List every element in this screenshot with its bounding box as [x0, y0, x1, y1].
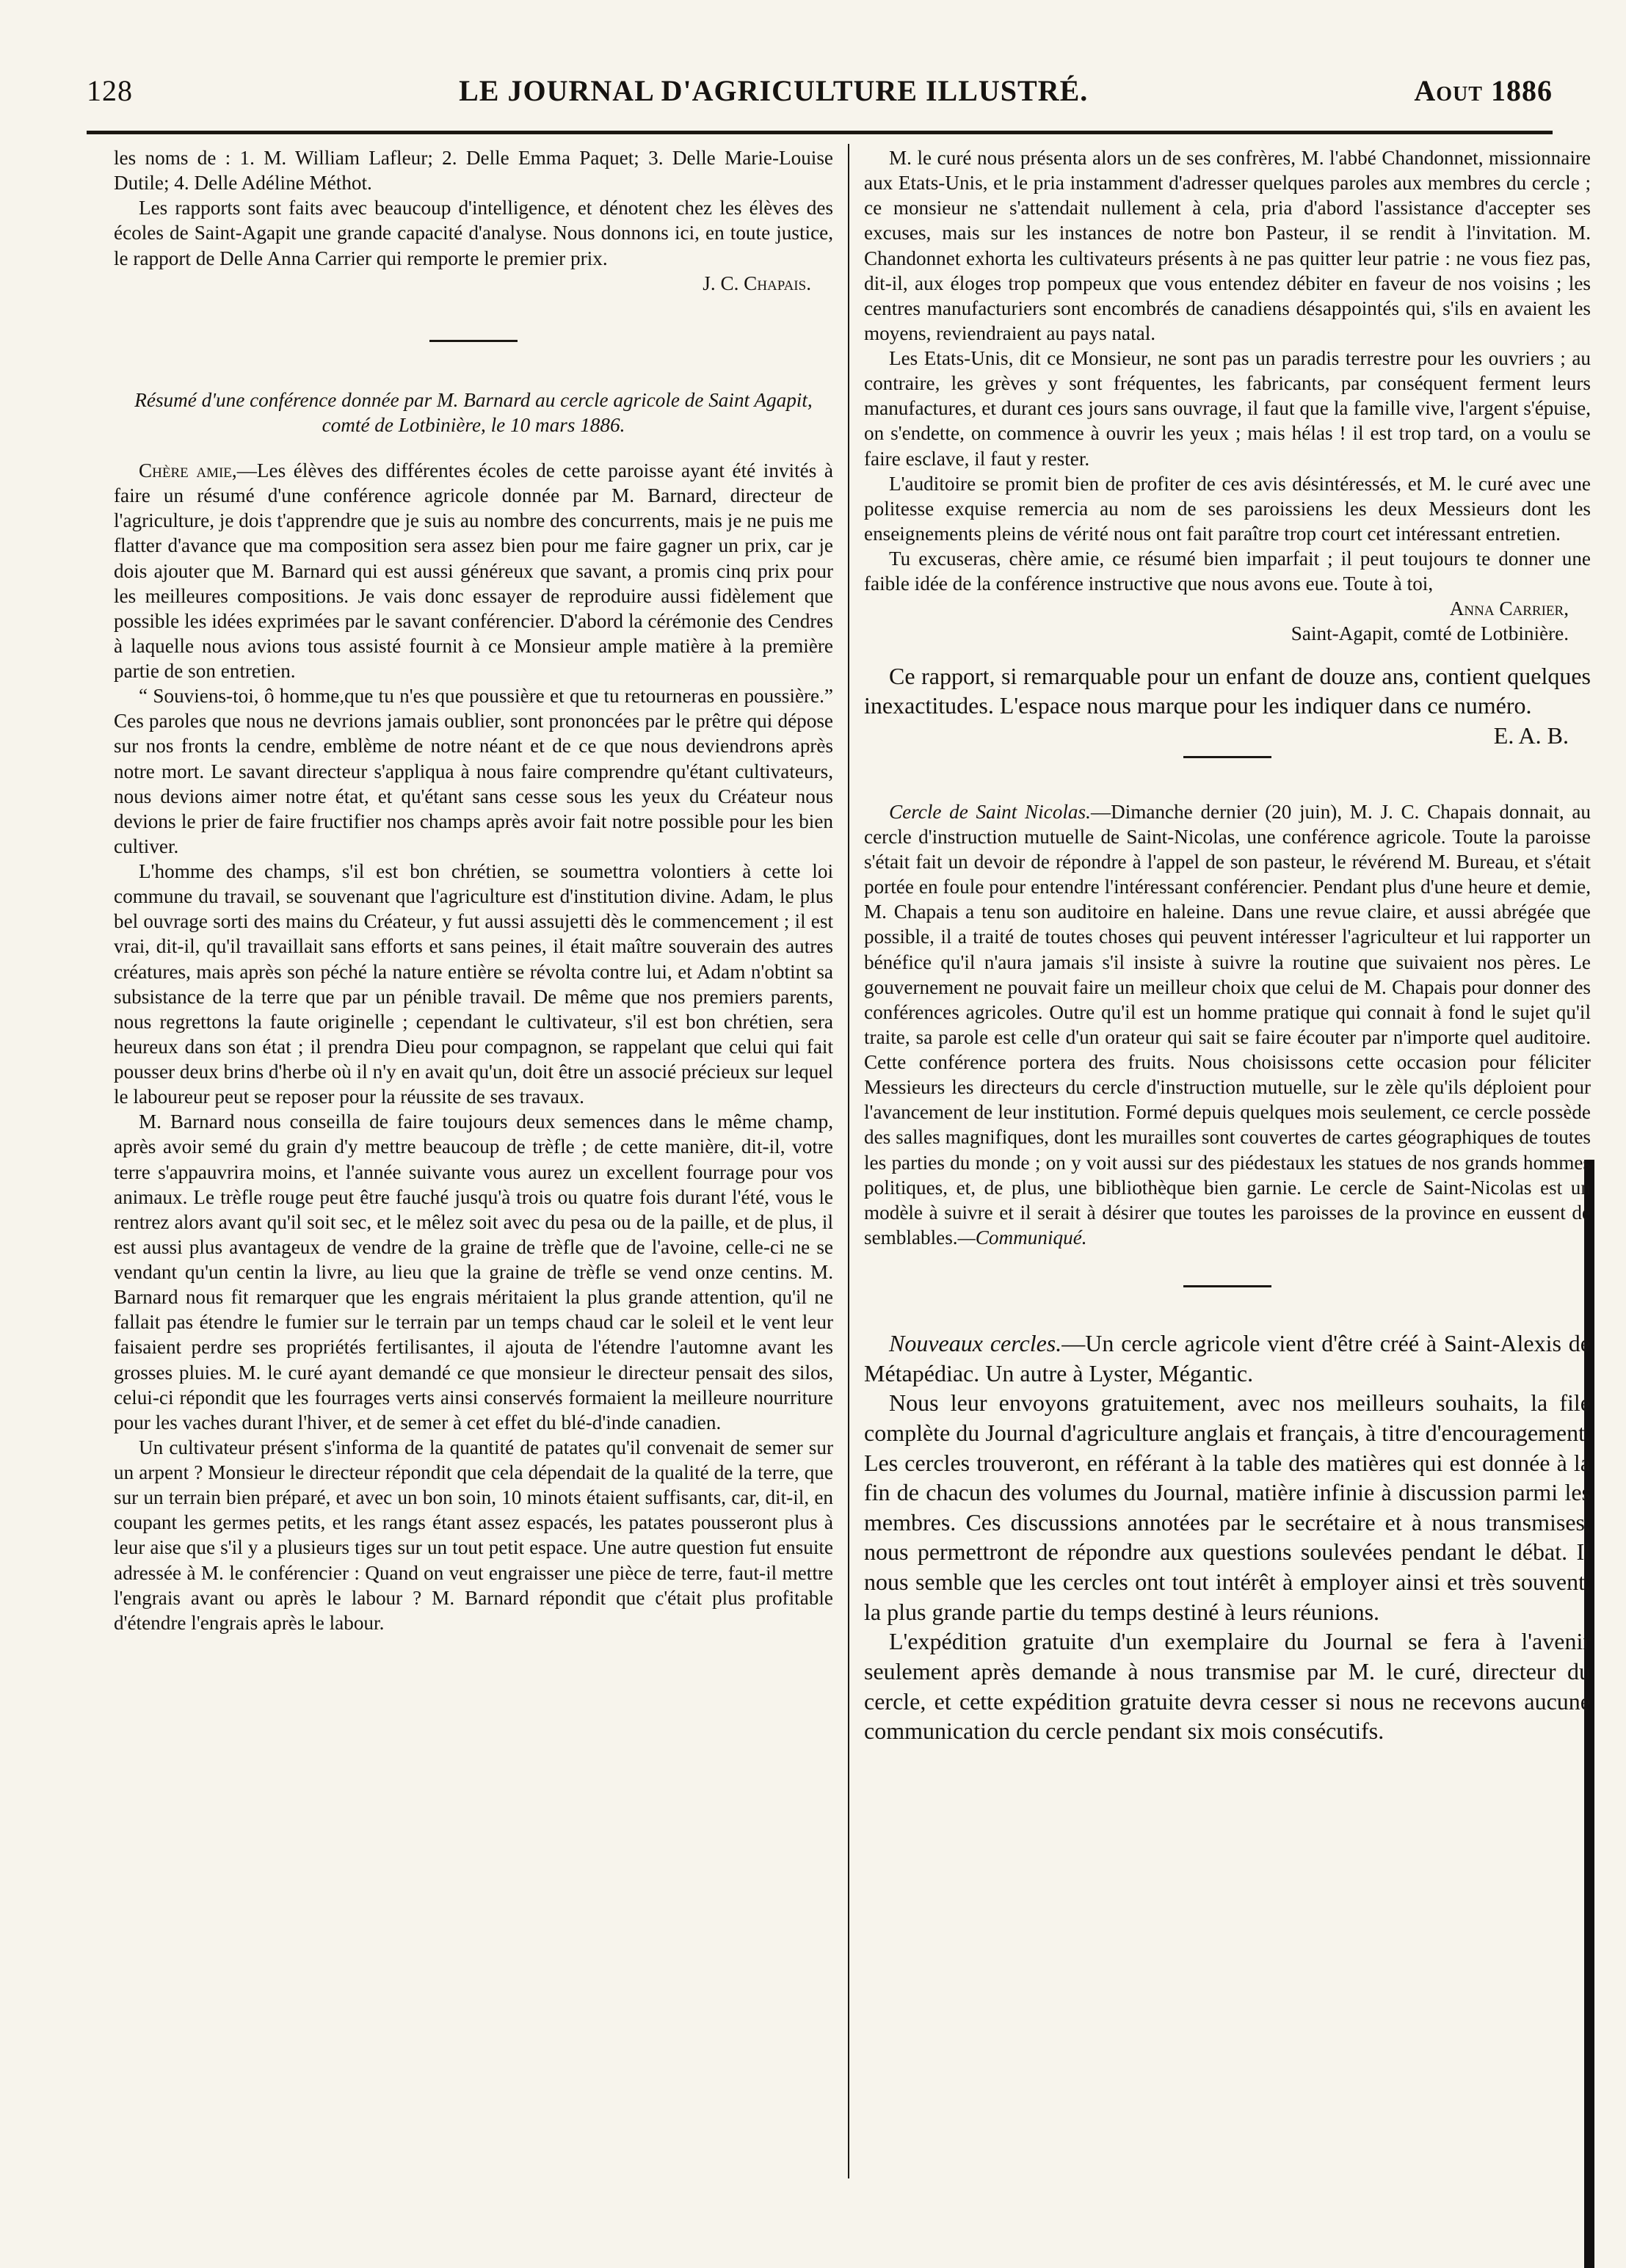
page-header — [87, 73, 1553, 115]
paragraph-sowing-advice: M. Barnard nous conseilla de faire toujours deux semences dans le même champ, après avoir semé du grain d'y mettre beaucoup de trèfle ; de cette manière, dit-il, votre terre s'appauvrira moins, et l'année suivante vous aurez un excellent fourrage pour vos animaux. Le trèfle rouge peut être fauché jusqu'à trois ou quatre fois durant l'été, vous le rentrez alors avant qu'il soit sec, et le mêlez soit avec du pesa ou de la paille, et de plus, il est aussi plus avantageux de vendre de la graine de trèfle que de l'avoine, celle-ci ne se vendant qu'un centin la livre, au lieu que la graine de trèfle se vend onze centins. M. Barnard nous fit remarquer que les engrais méritaient la plus grande attention, qu'il ne fallait pas étendre le fumier sur le terrain par un temps chaud car le soleil et le vent leur faisaient perdre ses propriétés fertilisantes, il ajouta de l'étendre l'automne avant les grosses pluies. M. le curé ayant demandé ce que monsieur le directeur pensait des silos, celui-ci répondit que les fourrages verts ainsi conservés formaient la meilleure nourriture pour les vaches durant l'hiver, et de semer à cet effet du blé-d'inde canadien. — [114, 1111, 833, 1433]
cercle-saint-nicolas-text: —Dimanche dernier (20 juin), M. J. C. Chapais donnait, au cercle d'instruction mutuelle de Saint-Nicolas, une conférence agricole. Toute la paroisse s'était fait un devoir de répondre à l'appel de son pasteur, le révérend M. Bureau, et s'était portée en foule pour entendre l'intéressant conférencier. Pendant plus d'une heure et demie, M. Chapais a tenu son auditoire en haleine. Dans une revue claire, et aussi abrégée que possible, il a traité de toutes choses qui peuvent intéresser l'agriculteur et lui rapporter un bénéfice qu'il n'aura jamais s'il insiste à suivre la routine que suivaient nos pères. Le gouvernement ne pouvait faire un meilleur choix que celui de M. Chapais pour donner des conférences agricoles. Outre qu'il est un homme pratique qui connait à fond le sujet qu'il traite, sa parole est celle d'un orateur qui sait se faire écouter par n'importe quel auditoire. Cette conférence portera des fruits. Nous choisissons cette occasion pour féliciter Messieurs les directeurs du cercle d'instruction mutuelle, sur le zèle qu'ils déploient pour l'avancement de leur institution. Formé depuis quelques mois seulement, ce cercle possède des salles magnifiques, dont les murailles sont couvertes de cartes géographiques de toutes les parties du monde ; on y voit aussi sur des piédestaux les statues de nos grands hommes politiques, et, de plus, une bibliothèque bien garnie. Le cercle de Saint-Nicolas est un modèle à suivre et il serait à désirer que toutes les paroisses de la province en eussent de semblables. — [864, 800, 1591, 1249]
paragraph-expedition: L'expédition gratuite d'un exemplaire du Journal se fera à l'avenir seulement après demande à nous transmise par M. le curé, directeur du cercle, et cette expédition gratuite devra cesser si nous ne recevons aucune communication du cercle pendant six mois consécutifs. — [864, 1628, 1591, 1745]
nouveaux-cercles — [864, 1329, 1591, 1388]
issue-date: Aout 1886 — [1414, 74, 1553, 107]
left-column — [114, 145, 833, 1635]
journal-title: LE JOURNAL D'AGRICULTURE ILLUSTRÉ. — [459, 74, 1089, 107]
editor-note-text: Ce rapport, si remarquable pour un enfant de douze ans, contient quelques inexactitudes. L'espace nous marque pour les indiquer dans ce numéro. — [864, 662, 1591, 719]
nouveaux-cercles-title: Nouveaux cercles. — [889, 1330, 1062, 1356]
column-divider — [848, 144, 849, 2178]
paragraph-potatoes: Un cultivateur présent s'informa de la quantité de patates qu'il convenait de semer sur un arpent ? Monsieur le directeur répondit que cela dépendait de la qualité de la terre, que sur un terrain bien préparé, et avec un bon soin, 10 minots étaient suffisants, car, dit-il, en coupant les germes petits, et les rangs étant assez espacés, les patates pousseront plus à leur aise que s'il y a plusieurs tiges sur un tout petit espace. Une autre question fut ensuite adressée à M. le conférencier : Quand on veut engraisser une pièce de terre, faut-il mettre l'engrais avant ou après le labour ? M. Barnard répondit que c'était plus profitable d'étendre l'engrais après le labour. — [114, 1436, 833, 1634]
paragraph-ash-wednesday: “ Souviens-toi, ô homme,que tu n'es que poussière et que tu retourneras en poussière.” Ces paroles que nous ne devrions jamais oublier, sont prononcées par le prêtre qui dépose sur nos fronts la cendre, emblème de notre néant et de ce que nous deviendrons après notre mort. Le savant directeur s'appliqua à nous faire comprendre qu'étant cultivateurs, nous devions aimer notre état, et qu'étant sans cesse sous les yeux du Créateur nous devions le prier de faire fructifier nos champs après avoir fait notre possible pour les bien cultiver. — [114, 685, 833, 857]
paragraph-man-of-fields: L'homme des champs, s'il est bon chrétien, se soumettra volontiers à cette loi commune du travail, se souvenant que l'agriculture est d'institution divine. Adam, le plus bel ouvrage sorti des mains du Créateur, y fut aussi assujetti dès le commencement ; il est vrai, dit-il, qu'il travaillait sans efforts et sans peines, il était maître souverain des autres créatures, mais après son péché la nature entière se révolta contre lui, et Adam n'obtint sa subsistance de la terre que par un pénible travail. De même que nos premiers parents, nous regrettons la faute originelle ; cependant le cultivateur, s'il est bon chrétien, sera heureux dans son état ; il prendra Dieu pour compagnon, se rappelant que celui qui fait pousser deux brins d'herbe où il n'y en avait qu'un, doit être un associé précieux sur lequel le laboureur peut se reposer pour la réussite de ses travaux. — [114, 860, 833, 1108]
section-separator-3 — [1183, 1285, 1271, 1287]
communique-sig: —Communiqué. — [957, 1226, 1087, 1249]
resume-title: Résumé d'une conférence donnée par M. Barnard au cercle agricole de Saint Agapit, comté de Lotbinière, le 10 mars 1886. — [134, 388, 813, 436]
winners-list: les noms de : 1. M. William Lafleur; 2. Delle Emma Paquet; 3. Delle Marie-Louise Dutile; 4. Delle Adéline Méthot. — [114, 147, 833, 195]
paragraph-closing: Tu excuseras, chère amie, ce résumé bien imparfait ; il peut toujours te donner une faible idée de la conférence instructive que nous avons eue. Toute à toi, — [864, 548, 1591, 595]
letter-opening — [114, 458, 833, 683]
cercle-saint-nicolas — [864, 799, 1591, 1250]
cercle-saint-nicolas-title: Cercle de Saint Nicolas. — [889, 800, 1091, 823]
paragraph-chandonnet: M. le curé nous présenta alors un de ses confrères, M. l'abbé Chandonnet, missionnaire aux Etats-Unis, et le pria instamment d'adresser quelques paroles aux membres du cercle ; ce monsieur ne s'attendait nullement à cela, pria d'abord l'assistance d'accepter ses excuses, mais sur les instances de notre bon Pasteur, il se rendit à l'invitation. M. Chandonnet exhorta les cultivateurs présents à ne pas quitter leur patrie : ne vous fiez pas, dit-il, aux éloges trop pompeux que vous entendez débiter en faveur de nos voisins ; les centres manufacturiers sont encombrés de canadiens désappointés qui, s'ils en avaient les moyens, reviendraient au pays natal. — [864, 147, 1591, 344]
section-separator — [429, 340, 518, 342]
reports-paragraph: Les rapports sont faits avec beaucoup d'intelligence, et dénotent chez les élèves des écoles de Saint-Agapit une grande capacité d'analyse. Nous donnons ici, en toute justice, le rapport de Delle Anna Carrier qui remporte le premier prix. — [114, 197, 833, 269]
nouveaux-cercles-text: —Un cercle agricole vient d'être créé à Saint-Alexis de Métapédiac. Un autre à Lyster, Mégantic. — [864, 1330, 1591, 1386]
header-rule — [87, 131, 1553, 134]
paragraph-audience: L'auditoire se promit bien de profiter de ces avis désintéressés, et M. le curé avec une politesse exquise remercia au nom de ses paroissiens les deux Messieurs dont les enseignements pleins de vérité nous ont fait paraître trop court cet intéressant entretien. — [864, 472, 1591, 545]
paragraph-united-states: Les Etats-Unis, dit ce Monsieur, ne sont pas un paradis terrestre pour les ouvriers ; au contraire, les grèves y sont fréquentes, les fabricants, par conséquent ferment leurs manufactures, et durant ces jours sans ouvrage, il faut que la famille vive, l'argent s'épuise, on s'endette, on commence à ouvrir les yeux ; mais hélas ! il est trop tard, on a voulu se faire esclave, il faut y rester. — [864, 347, 1591, 470]
paragraph-journal-file: Nous leur envoyons gratuitement, avec nos meilleurs souhaits, la file complète du Journal d'agriculture anglais et français, à titre d'encouragement. Les cercles trouveront, en référant à la table des matières qui est donnée à la fin de chacun des volumes du Journal, matière infinie à discussion parmi les membres. Ces discussions annotées par le secrétaire et à nous transmises, nous permettront de répondre aux questions soulevées pendant le débat. Il nous semble que les cercles ont tout intérêt à employer ainsi et très souvent, la plus grande partie du temps destiné à leurs réunions. — [864, 1389, 1591, 1625]
signature-place: Saint-Agapit, comté de Lotbinière. — [1291, 622, 1569, 645]
page-number: 128 — [87, 74, 133, 107]
signature-chapais: J. C. Chapais. — [703, 272, 811, 294]
section-separator-2 — [1183, 756, 1271, 758]
editor-initials: E. A. B. — [1493, 722, 1569, 749]
editor-note — [864, 661, 1591, 749]
letter-opening-text: —Les élèves des différentes écoles de cette paroisse ayant été invités à faire un résumé d'une conférence agricole donnée par M. Barnard, directeur de l'agriculture, je dois t'apprendre que je suis au nombre des concurrents, mais je ne puis me flatter d'avance que ma composition sera assez bien pour me faire gagner un prix, car je dois ajouter que M. Barnard qui est aussi généreux que savant, a promis cinq prix pour les meilleures compositions. Je vais donc essayer de reproduire aussi fidèlement que possible les idées exprimées par le savant conférencier. D'abord la cérémonie des Cendres à laquelle nous avions tous assisté fournit à ce Monsieur ample matière à la première partie de son entretien. — [114, 459, 833, 682]
right-column — [864, 145, 1591, 1746]
salutation: Chère amie, — [139, 459, 237, 481]
signature-carrier: Anna Carrier, — [1449, 597, 1569, 620]
